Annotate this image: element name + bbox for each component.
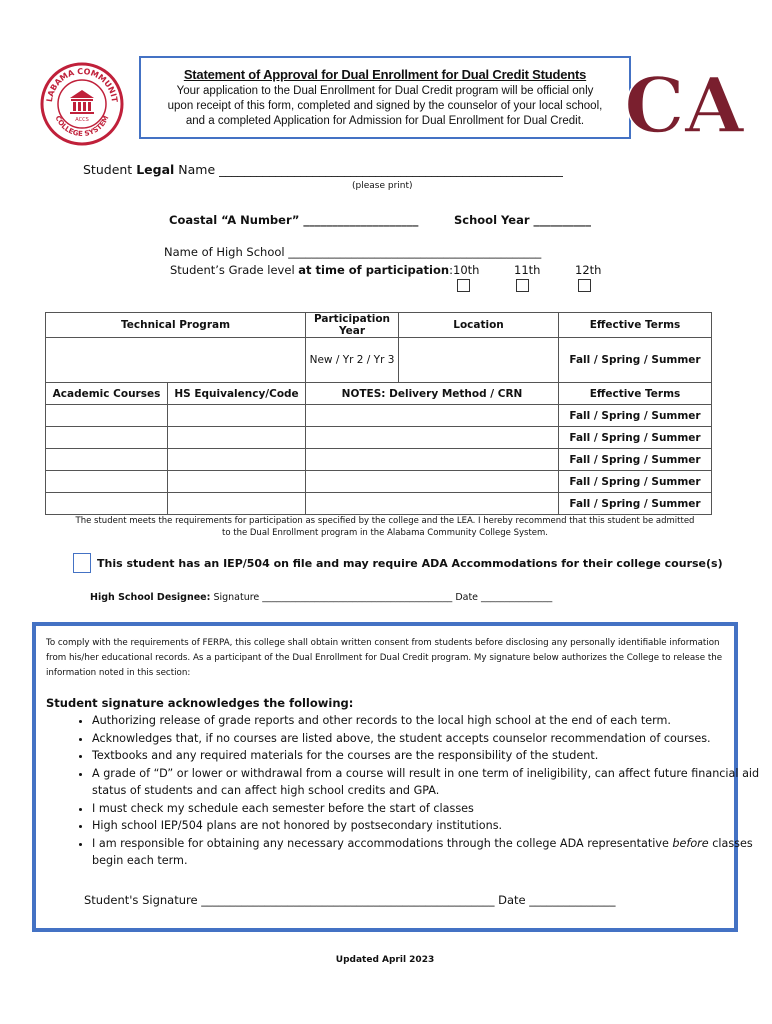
terms-cell[interactable]: Fall / Spring / Summer bbox=[559, 471, 712, 493]
table-row bbox=[46, 405, 712, 427]
list-item bbox=[92, 835, 772, 870]
print-note: (please print) bbox=[352, 181, 413, 191]
ack-title: Student signature acknowledges the following: bbox=[46, 696, 354, 710]
subtitle-line: upon receipt of this form, completed and signed by the counselor of your local school, bbox=[167, 100, 603, 112]
location-cell[interactable] bbox=[399, 338, 559, 383]
ferpa-box bbox=[32, 622, 760, 932]
designee-signature-line: ________________________________________ bbox=[262, 592, 453, 603]
ack-list bbox=[44, 712, 772, 870]
school-year-label: School Year bbox=[454, 213, 534, 227]
grade-label-prefix: Student’s Grade level bbox=[170, 263, 299, 277]
iep-label: This student has an IEP/504 on file and may require ADA Accommodations for their college course(s) bbox=[97, 557, 723, 570]
course-cell[interactable] bbox=[46, 493, 168, 515]
form-title: Statement of Approval for Dual Enrollment for Dual Credit Students bbox=[183, 67, 587, 82]
iep-checkbox[interactable] bbox=[73, 553, 91, 573]
technical-program-cell[interactable] bbox=[46, 338, 306, 383]
course-cell[interactable] bbox=[46, 405, 168, 427]
list-item-tail: classes begin each term. bbox=[92, 836, 753, 867]
coastal-ca-logo bbox=[624, 61, 744, 150]
form-subtitle bbox=[141, 84, 629, 129]
student-date-label: Date bbox=[494, 893, 530, 907]
grade-label-bold: at time of participation bbox=[298, 263, 450, 277]
header-location: Location bbox=[399, 313, 559, 338]
terms-cell[interactable]: Fall / Spring / Summer bbox=[559, 427, 712, 449]
terms-cell[interactable]: Fall / Spring / Summer bbox=[559, 405, 712, 427]
courses-table bbox=[45, 312, 712, 515]
student-signature-label: Student's Signature bbox=[84, 893, 202, 907]
list-item: • A grade of “D” or lower or withdrawal from a course will result in one term of ineligibility, can affect future financial aid status of students and can affect high school credits and GPA. bbox=[92, 765, 772, 800]
a-number-field[interactable] bbox=[169, 213, 418, 227]
subtitle-line: and a completed Application for Admission for Dual Enrollment for Dual Credit. bbox=[185, 115, 585, 127]
name-label-bold: Legal bbox=[136, 162, 175, 177]
notes-cell[interactable] bbox=[306, 471, 559, 493]
list-item: • I must check my schedule each semester before the start of classes bbox=[92, 800, 772, 818]
updated-footer: Updated April 2023 bbox=[335, 955, 435, 965]
notice-line: The student meets the requirements for participation as specified by the college and the LEA. I hereby recommend that this student be admitted bbox=[75, 516, 695, 526]
seal-bottom-text: COLLEGE SYSTEM bbox=[53, 114, 111, 139]
header-effective-terms: Effective Terms bbox=[559, 313, 712, 338]
a-number-line: ____________________ bbox=[303, 213, 419, 227]
header-box bbox=[139, 56, 631, 139]
terms-cell[interactable]: Fall / Spring / Summer bbox=[559, 449, 712, 471]
a-number-label: Coastal “A Number” bbox=[169, 213, 304, 227]
grade-11-label: 11th bbox=[514, 263, 541, 277]
seal-center-text: ACCS bbox=[75, 117, 89, 123]
logo-letters: CA bbox=[624, 61, 744, 150]
notes-cell[interactable] bbox=[306, 427, 559, 449]
hs-code-cell[interactable] bbox=[168, 405, 306, 427]
technical-terms-cell[interactable]: Fall / Spring / Summer bbox=[559, 338, 712, 383]
hs-code-cell[interactable] bbox=[168, 493, 306, 515]
high-school-line: ____________________________________________ bbox=[288, 245, 542, 259]
list-item: • Acknowledges that, if no courses are listed above, the student accepts counselor recommendation of courses. bbox=[92, 730, 772, 748]
participation-year-cell[interactable]: New / Yr 2 / Yr 3 bbox=[306, 338, 399, 383]
recommendation-notice bbox=[45, 515, 725, 539]
notice-line: to the Dual Enrollment program in the Alabama Community College System. bbox=[222, 528, 548, 538]
grade-12-label: 12th bbox=[575, 263, 602, 277]
course-cell[interactable] bbox=[46, 449, 168, 471]
course-cell[interactable] bbox=[46, 471, 168, 493]
list-item: • High school IEP/504 plans are not honored by postsecondary institutions. bbox=[92, 817, 772, 835]
notes-cell[interactable] bbox=[306, 493, 559, 515]
notes-cell[interactable] bbox=[306, 405, 559, 427]
grade-10-label: 10th bbox=[453, 263, 480, 277]
name-line: _______________________________________________________ bbox=[219, 162, 563, 177]
designee-signature-field[interactable] bbox=[90, 592, 552, 603]
header-hs-equivalency: HS Equivalency/Code bbox=[168, 383, 306, 405]
header-academic-courses: Academic Courses bbox=[46, 383, 168, 405]
ferpa-text: To comply with the requirements of FERPA, this college shall obtain written consent from students before disclosing any personally identifiable information from his/her educational records. As a participant of the Dual Enrollment for Dual Credit program. My signature below authorizes the College to release the information noted in this section: bbox=[46, 638, 723, 678]
grade-level-label bbox=[170, 263, 453, 277]
accs-seal-logo bbox=[40, 62, 124, 146]
hs-code-cell[interactable] bbox=[168, 449, 306, 471]
designee-signature-label: Signature bbox=[210, 592, 263, 603]
table-row bbox=[46, 471, 712, 493]
list-item-text: I am responsible for obtaining any necessary accommodations through the college ADA representative bbox=[92, 836, 669, 850]
designee-date-line: _______________ bbox=[481, 592, 553, 603]
high-school-field[interactable] bbox=[164, 245, 541, 259]
subtitle-line: Your application to the Dual Enrollment for Dual Credit program will be official only bbox=[176, 85, 594, 97]
designee-label: High School Designee: bbox=[90, 592, 211, 603]
designee-date-label: Date bbox=[452, 592, 482, 603]
course-cell[interactable] bbox=[46, 427, 168, 449]
hs-code-cell[interactable] bbox=[168, 471, 306, 493]
student-signature-line: ___________________________________________________ bbox=[201, 893, 495, 907]
header-notes: NOTES: Delivery Method / CRN bbox=[306, 383, 559, 405]
student-signature-field[interactable] bbox=[84, 893, 616, 907]
header-effective-terms-academic: Effective Terms bbox=[559, 383, 712, 405]
name-label-suffix: Name bbox=[174, 162, 220, 177]
high-school-label: Name of High School bbox=[164, 245, 289, 259]
table-row bbox=[46, 427, 712, 449]
header-technical-program: Technical Program bbox=[46, 313, 306, 338]
grade-11-checkbox[interactable] bbox=[516, 279, 529, 292]
terms-cell[interactable]: Fall / Spring / Summer bbox=[559, 493, 712, 515]
grade-10-checkbox[interactable] bbox=[457, 279, 470, 292]
grade-label-suffix: : bbox=[449, 263, 453, 277]
list-item: • Textbooks and any required materials for the courses are the responsibility of the student. bbox=[92, 747, 772, 765]
hs-code-cell[interactable] bbox=[168, 427, 306, 449]
student-date-line: _______________ bbox=[529, 893, 616, 907]
seal-top-text: LABAMA COMMUNIT bbox=[45, 66, 120, 103]
student-name-field[interactable] bbox=[83, 162, 563, 177]
school-year-field[interactable] bbox=[454, 213, 591, 227]
list-item-emphasis: before bbox=[672, 836, 709, 850]
list-item: • Authorizing release of grade reports and other records to the local high school at the end of each term. bbox=[92, 712, 772, 730]
table-row bbox=[46, 449, 712, 471]
table-row bbox=[46, 493, 712, 515]
header-participation-year: Participation Year bbox=[306, 313, 399, 338]
notes-cell[interactable] bbox=[306, 449, 559, 471]
grade-12-checkbox[interactable] bbox=[578, 279, 591, 292]
school-year-line: __________ bbox=[533, 213, 592, 227]
name-label-prefix: Student bbox=[83, 162, 137, 177]
